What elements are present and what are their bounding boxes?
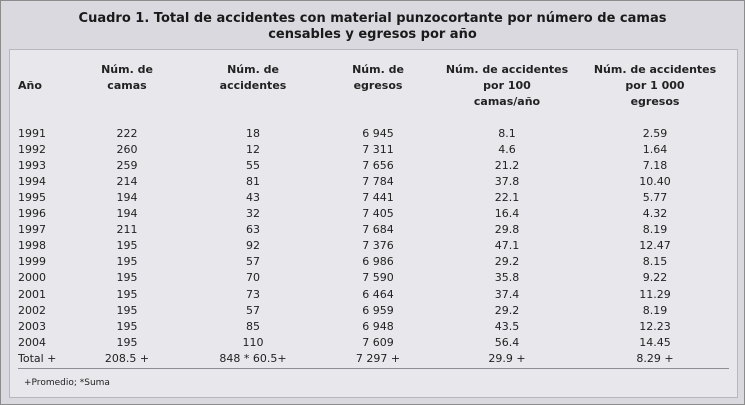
beds-cell: 211 xyxy=(116,223,138,237)
discharges-cell: 7 405 xyxy=(362,207,394,221)
accidents-cell: 12 xyxy=(246,143,260,157)
discharges-cell: 7 376 xyxy=(362,239,394,253)
discharges-cell: 6 464 xyxy=(362,287,394,301)
rate-beds-cell: 43.5 xyxy=(494,319,520,333)
year-cell: 1995 xyxy=(18,191,46,205)
year-cell: 2000 xyxy=(18,271,46,285)
discharges-cell: 7 784 xyxy=(362,175,394,189)
rate-discharges-cell: 5.77 xyxy=(642,191,668,205)
discharges-cell: 7 311 xyxy=(362,143,394,157)
header-discharges-line-2: egresos xyxy=(353,79,403,92)
beds-cell: 208.5 + xyxy=(104,351,150,365)
discharges-cell: 6 948 xyxy=(362,319,394,333)
header-rate-beds-line-3: camas/año xyxy=(473,95,541,108)
beds-cell: 195 xyxy=(116,239,138,253)
footnote-divider xyxy=(18,368,729,369)
header-rate-discharges-line-2: por 1 000 xyxy=(625,79,685,92)
beds-cell: 194 xyxy=(116,191,138,205)
rate-discharges-cell: 12.47 xyxy=(639,239,671,253)
year-cell: 1999 xyxy=(18,255,46,269)
header-rate-discharges-line-3: egresos xyxy=(630,95,680,108)
rate-beds-cell: 37.8 xyxy=(494,175,520,189)
beds-cell: 195 xyxy=(116,335,138,349)
header-beds xyxy=(82,62,172,94)
accidents-cell: 92 xyxy=(246,239,260,253)
rate-beds-cell: 56.4 xyxy=(494,335,520,349)
accidents-cell: 73 xyxy=(246,287,260,301)
accidents-cell: 110 xyxy=(242,335,264,349)
year-cell: 2001 xyxy=(18,287,46,301)
header-discharges xyxy=(328,62,428,94)
accidents-cell: 57 xyxy=(246,255,260,269)
beds-cell: 259 xyxy=(116,159,138,173)
rate-discharges-cell: 1.64 xyxy=(642,143,668,157)
discharges-cell: 6 945 xyxy=(362,127,394,140)
header-accidents-per-1000-discharges xyxy=(580,62,730,110)
year-cell: 1994 xyxy=(18,175,46,189)
year-cell: Total + xyxy=(18,351,57,365)
year-cell: 1997 xyxy=(18,223,46,237)
year-cell: 1998 xyxy=(18,239,46,253)
rate-discharges-cell: 2.59 xyxy=(642,127,668,140)
beds-cell: 214 xyxy=(116,175,138,189)
year-cell: 1991 xyxy=(18,127,46,140)
header-beds-line-1: Núm. de xyxy=(101,63,153,76)
discharges-cell: 7 684 xyxy=(362,223,394,237)
rate-beds-cell: 22.1 xyxy=(494,191,520,205)
rate-beds-cell: 29.2 xyxy=(494,303,520,317)
accidents-cell: 81 xyxy=(246,175,260,189)
header-rate-discharges-line-1: Núm. de accidentes xyxy=(593,63,717,76)
rate-beds-cell: 37.4 xyxy=(494,287,520,301)
rate-beds-cell: 4.6 xyxy=(498,143,516,157)
discharges-cell: 6 959 xyxy=(362,303,394,317)
rate-beds-cell: 29.9 + xyxy=(488,351,526,365)
discharges-cell: 7 656 xyxy=(362,159,394,173)
beds-cell: 194 xyxy=(116,207,138,221)
accidents-cell: 18 xyxy=(246,127,260,140)
rate-beds-cell: 29.2 xyxy=(494,255,520,269)
accidents-cell: 70 xyxy=(246,271,260,285)
table-caption xyxy=(1,1,744,47)
beds-cell: 195 xyxy=(116,271,138,285)
accidents-cell: 848 * 60.5+ xyxy=(219,351,287,365)
header-beds-line-2: camas xyxy=(107,79,147,92)
rate-discharges-cell: 12.23 xyxy=(639,319,671,333)
rate-beds-cell: 16.4 xyxy=(494,207,520,221)
discharges-cell: 7 590 xyxy=(362,271,394,285)
accidents-cell: 57 xyxy=(246,303,260,317)
discharges-cell: 6 986 xyxy=(362,255,394,269)
header-accidents-line-2: accidentes xyxy=(219,79,287,92)
rate-discharges-cell: 10.40 xyxy=(639,175,671,189)
beds-cell: 222 xyxy=(116,127,138,140)
rate-discharges-cell: 14.45 xyxy=(639,335,671,349)
rate-discharges-cell: 8.19 xyxy=(642,303,668,317)
beds-cell: 195 xyxy=(116,287,138,301)
accidents-cell: 63 xyxy=(246,223,260,237)
data-table xyxy=(9,49,738,398)
beds-cell: 195 xyxy=(116,255,138,269)
header-discharges-line-1: Núm. de xyxy=(352,63,404,76)
year-cell: 2004 xyxy=(18,335,46,349)
header-year-line: Año xyxy=(18,79,42,92)
footnote: +Promedio; *Suma xyxy=(24,378,110,388)
rate-discharges-cell: 9.22 xyxy=(642,271,668,285)
rate-discharges-cell: 8.29 + xyxy=(636,351,674,365)
rate-beds-cell: 35.8 xyxy=(494,271,520,285)
discharges-cell: 7 441 xyxy=(362,191,394,205)
year-cell: 1992 xyxy=(18,143,46,157)
beds-cell: 195 xyxy=(116,319,138,333)
rate-beds-cell: 8.1 xyxy=(498,127,516,140)
rate-beds-cell: 47.1 xyxy=(494,239,520,253)
beds-cell: 260 xyxy=(116,143,138,157)
year-cell: 2002 xyxy=(18,303,46,317)
header-accidents-line-1: Núm. de xyxy=(227,63,279,76)
rate-beds-cell: 29.8 xyxy=(494,223,520,237)
discharges-cell: 7 297 + xyxy=(355,351,401,365)
caption-line-2: censables y egresos por año xyxy=(268,27,477,42)
accidents-cell: 32 xyxy=(246,207,260,221)
caption-line-1: Cuadro 1. Total de accidentes con material punzocortante por número de camas xyxy=(78,11,667,26)
year-cell: 2003 xyxy=(18,319,46,333)
accidents-cell: 85 xyxy=(246,319,260,333)
beds-cell: 195 xyxy=(116,303,138,317)
discharges-cell: 7 609 xyxy=(362,335,394,349)
header-rate-beds-line-2: por 100 xyxy=(483,79,531,92)
rate-discharges-cell: 8.15 xyxy=(642,255,668,269)
year-cell: 1996 xyxy=(18,207,46,221)
accidents-cell: 55 xyxy=(246,159,260,173)
header-rate-beds-line-1: Núm. de accidentes xyxy=(445,63,569,76)
header-accidents xyxy=(203,62,303,94)
header-year xyxy=(18,78,58,94)
header-accidents-per-100-beds xyxy=(432,62,582,110)
year-cell: 1993 xyxy=(18,159,46,173)
rate-discharges-cell: 7.18 xyxy=(642,159,668,173)
accidents-cell: 43 xyxy=(246,191,260,205)
rate-discharges-cell: 8.19 xyxy=(642,223,668,237)
rate-discharges-cell: 11.29 xyxy=(639,287,671,301)
rate-discharges-cell: 4.32 xyxy=(642,207,668,221)
rate-beds-cell: 21.2 xyxy=(494,159,520,173)
